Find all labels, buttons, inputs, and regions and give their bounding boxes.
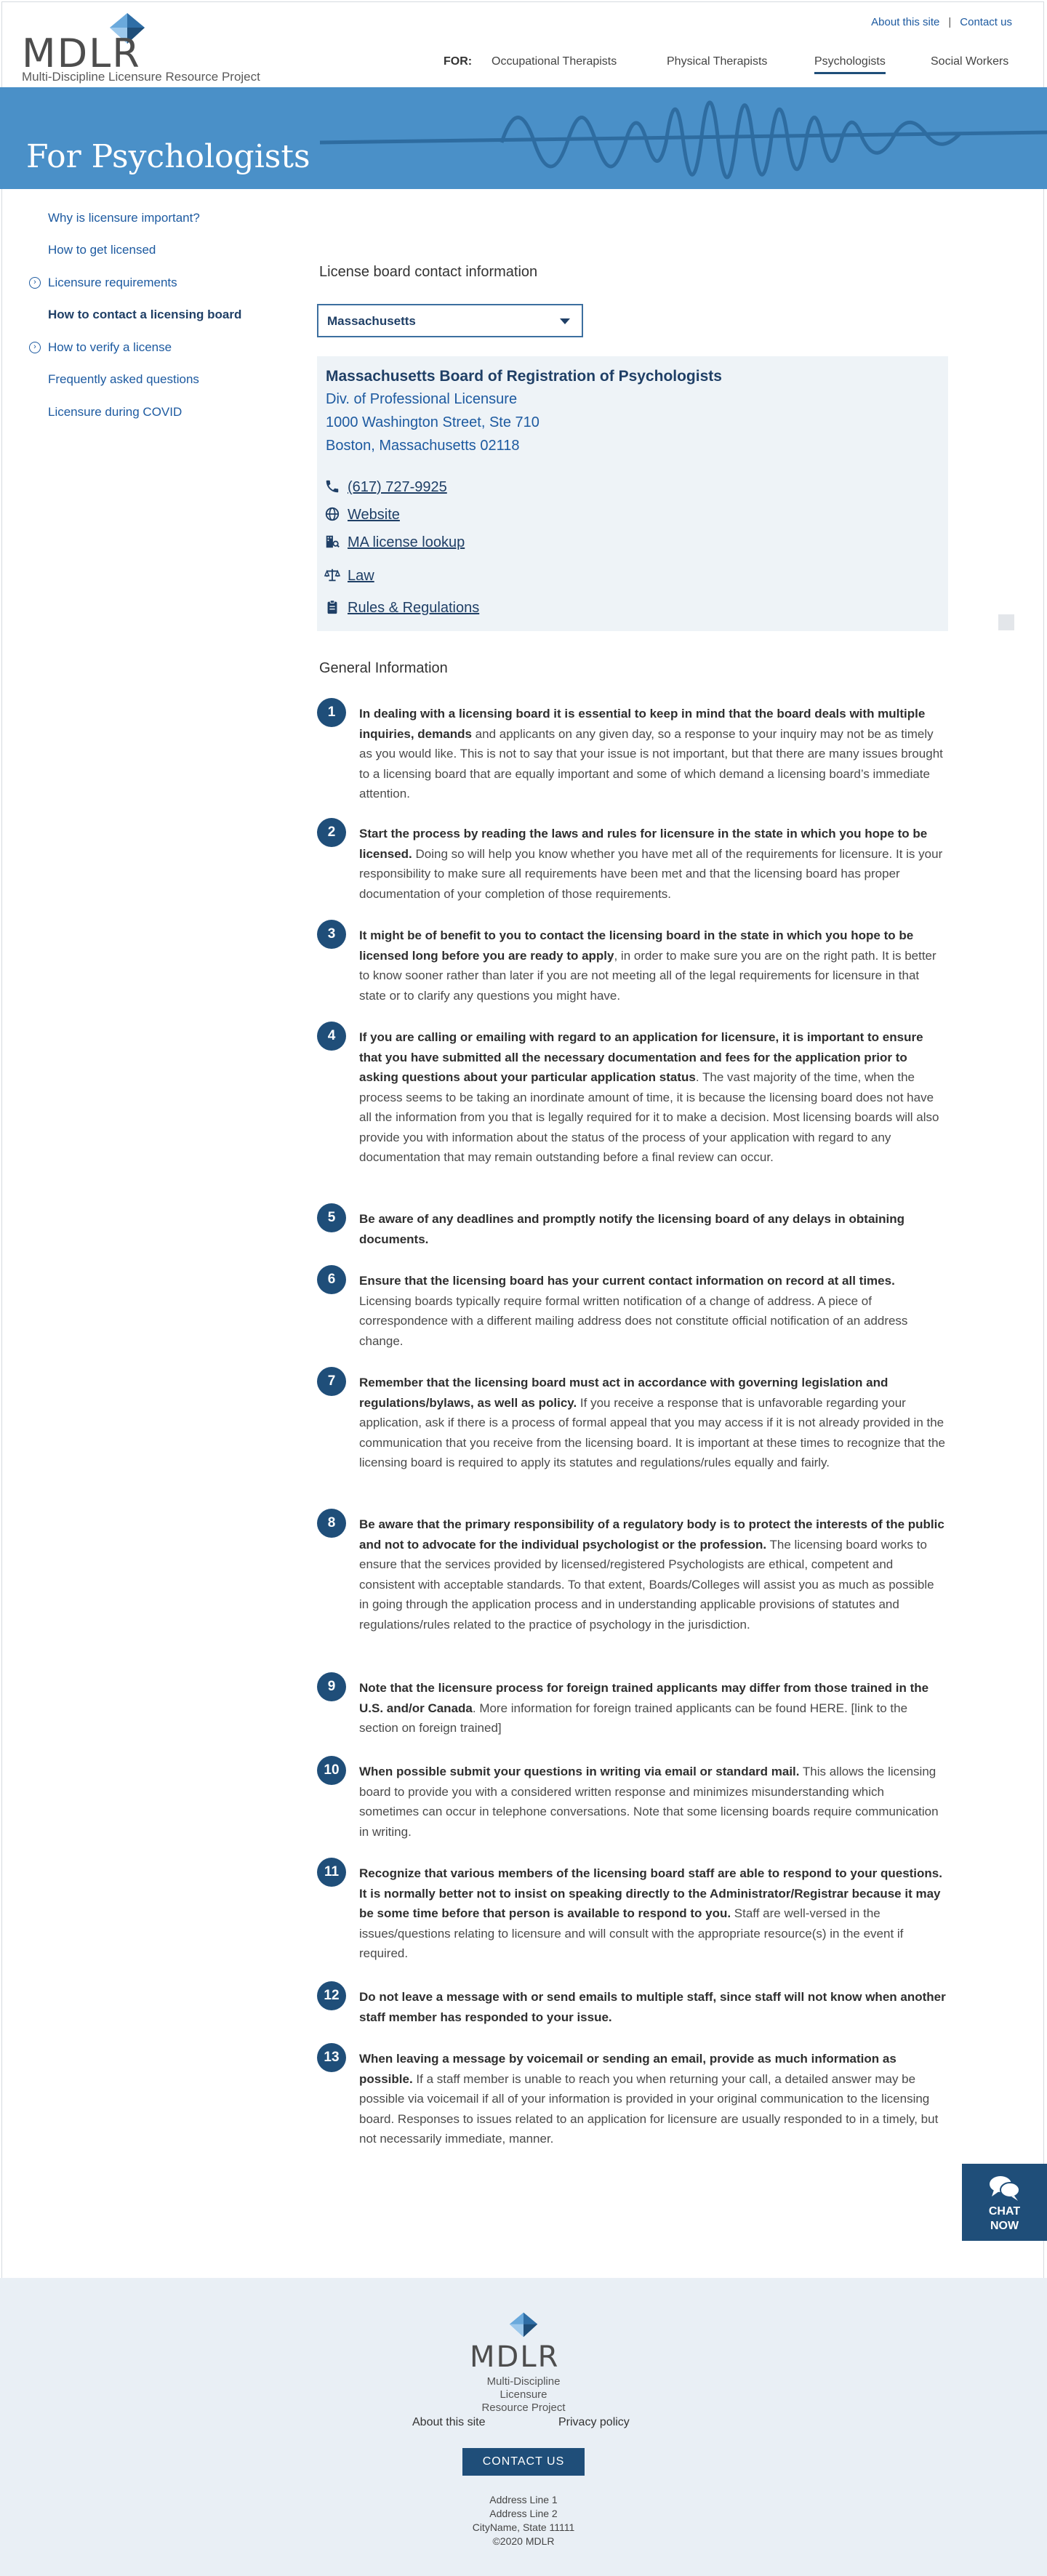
footer-privacy-link[interactable]: Privacy policy xyxy=(558,2416,630,2428)
copyright: ©2020 MDLR xyxy=(492,2535,555,2547)
tip-number-badge: 3 xyxy=(317,920,346,949)
board-contact-card xyxy=(317,356,948,631)
phone-icon xyxy=(324,478,340,494)
building-search-icon xyxy=(324,534,340,550)
law-row xyxy=(324,567,374,585)
tip-number-badge: 1 xyxy=(317,698,346,727)
tip-lead: Be aware of any deadlines and promptly notify the licensing board of any delays in obtaining documents. xyxy=(359,1212,905,1246)
address-line: Address Line 2 xyxy=(489,2508,558,2519)
page-banner xyxy=(0,87,1047,189)
tip-number-badge: 9 xyxy=(317,1672,346,1701)
footer-logo-subtitle-line2: Resource Project xyxy=(481,2402,566,2414)
tip-lead: Recognize that various members of the licensing board staff are able to respond to your questions. It is normally better not to insist on speaking directly to the Administrator/Registrar because it may be some time before that person is available to respond to you. xyxy=(359,1866,942,1920)
chat-label-line1: CHAT xyxy=(988,2205,1021,2218)
tip-text xyxy=(359,1373,947,1473)
nav-occupational-therapists[interactable]: Occupational Therapists xyxy=(492,55,617,68)
sidebar-item-faq[interactable]: Frequently asked questions xyxy=(48,372,199,386)
board-address-line: 1000 Washington Street, Ste 710 xyxy=(326,414,539,430)
logo-wordmark: MDLR xyxy=(22,31,141,76)
contact-us-button[interactable]: CONTACT US xyxy=(462,2448,585,2476)
state-select[interactable] xyxy=(317,304,583,337)
board-address-line: Div. of Professional Licensure xyxy=(326,391,518,407)
nav-for-label: FOR: xyxy=(444,55,473,68)
license-lookup-row xyxy=(324,534,465,551)
scroll-marker xyxy=(998,614,1014,630)
tip-text xyxy=(359,1678,947,1738)
footer-logo-subtitle-line1: Multi-Discipline Licensure xyxy=(486,2375,561,2401)
tip-body: Licensing boards typically require formal written notification of a change of address. A piece of correspondence with a different mailing address does not constitute official notification of an address change. xyxy=(359,1293,908,1348)
tip-lead: Ensure that the licensing board has your current contact information on record at all times. xyxy=(359,1274,895,1288)
tip-text xyxy=(359,1762,947,1842)
rules-link[interactable]: Rules & Regulations xyxy=(348,600,480,616)
footer-wordmark: MDLR xyxy=(470,2340,560,2374)
sidebar-item-how-to-get-licensed[interactable]: How to get licensed xyxy=(48,243,156,257)
tip-text xyxy=(359,1863,947,1964)
phone-link[interactable]: (617) 727-9925 xyxy=(348,479,447,495)
tip-lead: Start the process by reading the laws and rules for licensure in the state in which you hope to be licensed. xyxy=(359,827,928,861)
nav-social-workers[interactable]: Social Workers xyxy=(931,55,1009,68)
tip-lead: When leaving a message by voicemail or sending an email, provide as much information as possible. xyxy=(359,2052,896,2086)
tip-number-badge: 6 xyxy=(317,1265,346,1294)
phone-row xyxy=(324,478,447,496)
tip-number-badge: 10 xyxy=(317,1756,346,1785)
board-address-line: Boston, Massachusetts 02118 xyxy=(326,438,520,454)
nav-physical-therapists[interactable]: Physical Therapists xyxy=(667,55,768,68)
link-separator: | xyxy=(948,16,952,28)
banner-title: For Psychologists xyxy=(26,138,310,175)
utility-links xyxy=(871,16,1012,28)
tip-lead: Remember that the licensing board must act in accordance with governing legislation and regulations/bylaws, as well as policy. xyxy=(359,1376,888,1410)
law-link[interactable]: Law xyxy=(348,568,374,584)
rules-row xyxy=(324,599,479,617)
license-lookup-link[interactable]: MA license lookup xyxy=(348,534,465,550)
globe-icon xyxy=(324,506,340,522)
board-name: Massachusetts Board of Registration of Psychologists xyxy=(326,368,722,385)
state-select-value: Massachusetts xyxy=(327,314,416,328)
tip-number-badge: 4 xyxy=(317,1022,346,1051)
nav-psychologists[interactable]: Psychologists xyxy=(814,55,886,74)
chat-now-button[interactable] xyxy=(962,2164,1047,2241)
site-header xyxy=(0,0,1047,87)
tip-body: If you receive a response that is unfavorable regarding your application, ask if there is a process of formal appeal that you may access if it is not already provided in the communication that you receive from the licensing board. It is important at these times to recognize that the licensing board is required to apply its statutes and regulations/rules equally and fairly. xyxy=(359,1395,946,1469)
tip-number-badge: 11 xyxy=(317,1858,346,1887)
chat-label xyxy=(962,2204,1047,2234)
tip-text xyxy=(359,2049,947,2149)
tip-number-badge: 12 xyxy=(317,1981,346,2010)
tip-number-badge: 2 xyxy=(317,818,346,847)
sidebar-item-covid[interactable]: Licensure during COVID xyxy=(48,405,182,419)
tip-lead: Do not leave a message with or send emails to multiple staff, since staff will not know when another staff member has responded to your issue. xyxy=(359,1990,946,2024)
clipboard-icon xyxy=(324,599,340,615)
logo-cube-icon xyxy=(506,2310,541,2342)
chevron-right-icon[interactable]: › xyxy=(29,342,41,353)
tip-text xyxy=(359,1027,947,1168)
sidebar-item-licensure-requirements[interactable]: Licensure requirements xyxy=(48,276,177,289)
tip-number-badge: 5 xyxy=(317,1203,346,1232)
tip-body: Doing so will help you know whether you have met all of the requirements for licensure. It is your responsibility to make sure all requirements have been met and that the licensing board has proper documentation of your completion of those requirements. xyxy=(359,846,943,901)
tip-body: and applicants on any given day, so a response to your inquiry may not be as timely as you would like. This is not to say that your issue is not important, but that there are many issues brought to a licensing board that are equally important and some of which demand a licensing board’s immediate attention. xyxy=(359,726,943,801)
tip-lead: It might be of benefit to you to contact the licensing board in the state in which you hope to be licensed long before you are ready to apply xyxy=(359,928,914,963)
website-link[interactable]: Website xyxy=(348,507,400,523)
tip-text xyxy=(359,1271,947,1351)
tip-text xyxy=(359,1514,947,1634)
contact-link[interactable]: Contact us xyxy=(960,16,1012,28)
sidebar-item-verify-license[interactable]: How to verify a license xyxy=(48,340,172,354)
tip-number-badge: 13 xyxy=(317,2043,346,2072)
tip-lead: Note that the licensure process for foreign trained applicants may differ from those trained in the U.S. and/or Canada xyxy=(359,1681,929,1715)
website-row xyxy=(324,506,400,523)
tip-body: The licensing board works to ensure that the services provided by licensed/registered Psychologists are ethical, competent and consistent with acceptable standards. To that extent, Boards/Colleges will assist you as much as possible in going through the application process and in understanding applicable provisions of statutes and regulations/rules related to the practice of psychology in the jurisdiction. xyxy=(359,1537,934,1632)
section-title: License board contact information xyxy=(319,264,538,280)
chevron-right-icon[interactable]: › xyxy=(29,277,41,289)
chat-bubbles-icon xyxy=(988,2174,1022,2203)
sidebar-item-contact-licensing-board[interactable]: How to contact a licensing board xyxy=(48,308,242,321)
sidebar-item-why-licensure[interactable]: Why is licensure important? xyxy=(48,211,200,225)
caret-down-icon xyxy=(560,318,570,324)
footer-logo-subtitle xyxy=(465,2375,582,2415)
footer-about-link[interactable]: About this site xyxy=(412,2416,486,2428)
tip-lead: In dealing with a licensing board it is essential to keep in mind that the board deals with multiple inquiries, demands xyxy=(359,707,926,741)
about-link[interactable]: About this site xyxy=(871,16,940,28)
site-logo[interactable] xyxy=(22,12,262,84)
tip-body: . The vast majority of the time, when the process seems to be taking an inordinate amount of time, it is because the licensing board does not have all the information from you that is legally required for it to make a decision. Most licensing boards will also provide you with information about the status of the process of your application with regard to any documentation that may remain outstanding before a final review can occur. xyxy=(359,1070,939,1164)
tip-body: , in order to make sure you are on the right path. It is better to know sooner rather than later if you are not meeting all of the legal requirements for licensure in that state or to clarify any questions you might have. xyxy=(359,948,936,1003)
balance-scale-icon xyxy=(324,567,340,583)
footer-address xyxy=(378,2493,669,2548)
tip-text xyxy=(359,1987,947,2027)
address-line: Address Line 1 xyxy=(489,2494,558,2505)
tip-lead: If you are calling or emailing with regard to an application for licensure, it is important to ensure that you have submitted all the necessary documentation and fees for the application prior to asking questions about your particular application status xyxy=(359,1030,923,1084)
tip-lead: Be aware that the primary responsibility of a regulatory body is to protect the interests of the public and not to advocate for the individual psychologist or the profession. xyxy=(359,1517,944,1552)
general-info-title: General Information xyxy=(319,660,448,676)
tip-text xyxy=(359,704,947,804)
tip-body: Staff are well-versed in the issues/questions relating to licensure and will consult with the appropriate resource(s) in the event if required. xyxy=(359,1906,904,1960)
tip-text xyxy=(359,926,947,1006)
address-line: CityName, State 11111 xyxy=(472,2521,575,2533)
tip-text xyxy=(359,824,947,904)
site-footer xyxy=(0,2278,1047,2576)
tip-body: . More information for foreign trained applicants can be found HERE. [link to the section on foreign trained] xyxy=(359,1701,908,1735)
tip-text xyxy=(359,1209,947,1249)
tip-body: If a staff member is unable to reach you when returning your call, a detailed answer may be possible via voicemail if all of your information is provided in your original communication to the licensing board. Responses to issues related to an application for licensure are usually responded to in a timely, but not necessarily immediate, manner. xyxy=(359,2071,939,2146)
tip-number-badge: 8 xyxy=(317,1509,346,1538)
logo-subtitle: Multi-Discipline Licensure Resource Project xyxy=(22,70,260,84)
chat-label-line2: NOW xyxy=(990,2220,1019,2232)
tip-body: This allows the licensing board to provide you with a considered written response and minimizes misunderstanding which sometimes can occur in telephone conversations. Note that some licensing boards require communication in writing. xyxy=(359,1765,939,1839)
tip-lead: When possible submit your questions in writing via email or standard mail. xyxy=(359,1765,800,1778)
tip-number-badge: 7 xyxy=(317,1367,346,1396)
